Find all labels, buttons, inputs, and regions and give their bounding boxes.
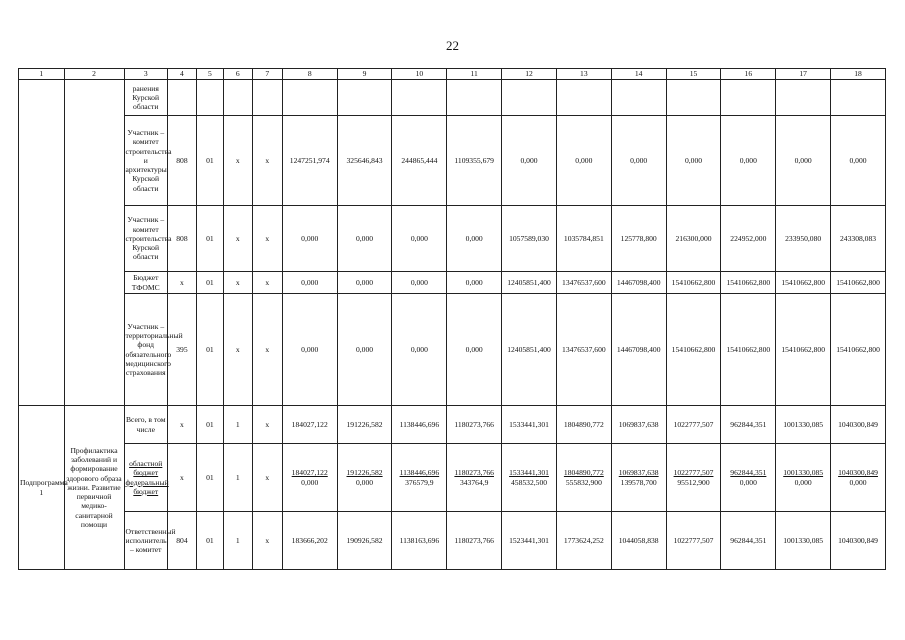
value-cell: 224952,000	[721, 206, 776, 272]
cell: х	[252, 512, 282, 570]
value-cell: 13476537,600	[556, 294, 611, 406]
table-row	[19, 406, 886, 444]
table-row	[19, 80, 886, 116]
value-cell	[721, 80, 776, 116]
participant-cell: областной бюджет федеральный бюджет	[124, 444, 167, 512]
value-federal: 0,000	[794, 477, 812, 487]
value-cell: 14467098,400	[611, 294, 666, 406]
value-cell: 15410662,800	[721, 272, 776, 294]
table-row	[19, 444, 886, 512]
value-cell: 244865,444	[392, 116, 447, 206]
value-cell: 0,000	[666, 116, 721, 206]
cell: х	[167, 406, 196, 444]
cell-col1	[19, 80, 65, 406]
value-cell: 1040300,849	[831, 406, 886, 444]
value-cell	[831, 80, 886, 116]
participant-cell: Участник – комитет строительства Курской области	[124, 206, 167, 272]
value-regional: 1022777,507	[673, 468, 714, 478]
value-cell: 1057589,030	[502, 206, 557, 272]
value-cell: 1804890,772	[556, 406, 611, 444]
subprogram-title: Профилактика заболеваний и формирование здорового образа жизни. Развитие первичной медико-санитарной помощи	[64, 406, 124, 570]
value-cell: 190926,582	[337, 512, 392, 570]
value-cell: 1069837,638	[611, 406, 666, 444]
value-cell: 1035784,851	[556, 206, 611, 272]
cell: х	[252, 116, 282, 206]
value-cell: 962844,351	[721, 512, 776, 570]
value-federal: 0,000	[739, 477, 757, 487]
cell: х	[252, 406, 282, 444]
value-cell	[337, 80, 392, 116]
cell: 1	[223, 512, 252, 570]
cell: х	[223, 116, 252, 206]
value-cell: 15410662,800	[831, 272, 886, 294]
value-cell: 0,000	[337, 206, 392, 272]
cell: х	[223, 294, 252, 406]
value-cell: 1138446,696	[392, 406, 447, 444]
value-regional: 1001330,085	[783, 468, 824, 478]
value-cell: 1109355,679	[447, 116, 502, 206]
value-cell: 0,000	[502, 116, 557, 206]
value-cell: 14467098,400	[611, 272, 666, 294]
value-cell	[666, 80, 721, 116]
cell	[223, 80, 252, 116]
value-cell: 962844,351	[721, 406, 776, 444]
value-cell: 0,000	[447, 272, 502, 294]
value-cell	[666, 444, 721, 512]
col-header: 18	[831, 69, 886, 80]
value-cell: 15410662,800	[776, 272, 831, 294]
cell: 01	[196, 116, 223, 206]
cell	[252, 80, 282, 116]
col-header: 16	[721, 69, 776, 80]
value-cell: 1523441,301	[502, 512, 557, 570]
subprogram-label: Подпрограмма 1	[19, 406, 65, 570]
col-header: 13	[556, 69, 611, 80]
value-cell	[776, 444, 831, 512]
value-cell: 216300,000	[666, 206, 721, 272]
value-cell: 0,000	[611, 116, 666, 206]
participant-cell: Ответственный исполнитель – комитет	[124, 512, 167, 570]
value-cell	[392, 444, 447, 512]
value-cell: 15410662,800	[831, 294, 886, 406]
cell: 01	[196, 444, 223, 512]
value-federal: 343764,9	[459, 477, 489, 487]
cell: 395	[167, 294, 196, 406]
cell: 01	[196, 406, 223, 444]
value-cell	[447, 444, 502, 512]
value-regional: 1804890,772	[563, 468, 604, 478]
value-cell: 13476537,600	[556, 272, 611, 294]
value-regional: 1138446,696	[399, 468, 440, 478]
value-federal: 458532,500	[510, 477, 548, 487]
value-cell: 1022777,507	[666, 512, 721, 570]
header-row	[19, 69, 886, 80]
cell: 01	[196, 294, 223, 406]
col-header: 3	[124, 69, 167, 80]
value-cell: 1138163,696	[392, 512, 447, 570]
value-federal: 0,000	[849, 477, 867, 487]
value-cell: 243308,083	[831, 206, 886, 272]
value-cell	[556, 80, 611, 116]
value-cell	[611, 444, 666, 512]
value-regional: 1180273,766	[454, 468, 494, 478]
value-regional: 962844,351	[730, 468, 767, 478]
col-header: 8	[282, 69, 337, 80]
col-header: 14	[611, 69, 666, 80]
value-cell: 0,000	[831, 116, 886, 206]
cell-col2	[64, 80, 124, 406]
value-regional: 1533441,301	[509, 468, 549, 478]
value-cell: 0,000	[447, 206, 502, 272]
value-cell: 1001330,085	[776, 406, 831, 444]
value-cell: 0,000	[556, 116, 611, 206]
value-cell	[282, 80, 337, 116]
value-cell: 0,000	[392, 206, 447, 272]
cell	[167, 80, 196, 116]
value-federal: 139578,700	[620, 477, 657, 487]
participant-cell: ранения Курской области	[124, 80, 167, 116]
cell: х	[223, 206, 252, 272]
table-row	[19, 116, 886, 206]
value-cell: 0,000	[282, 272, 337, 294]
value-cell	[502, 444, 557, 512]
page-number: 22	[446, 38, 459, 53]
col-header: 17	[776, 69, 831, 80]
value-cell: 15410662,800	[721, 294, 776, 406]
col-header: 9	[337, 69, 392, 80]
cell: 01	[196, 206, 223, 272]
value-cell: 325646,843	[337, 116, 392, 206]
value-cell: 1001330,085	[776, 512, 831, 570]
cell: 01	[196, 272, 223, 294]
value-cell: 183666,202	[282, 512, 337, 570]
value-cell: 1180273,766	[447, 512, 502, 570]
table-row	[19, 206, 886, 272]
value-federal: 95512,900	[677, 477, 710, 487]
participant-cell: Бюджет ТФОМС	[124, 272, 167, 294]
value-federal: 0,000	[355, 477, 374, 487]
cell: 01	[196, 512, 223, 570]
value-cell	[337, 444, 392, 512]
value-cell	[282, 444, 337, 512]
value-regional: 184027,122	[291, 468, 328, 478]
value-cell: 125778,800	[611, 206, 666, 272]
col-header: 12	[502, 69, 557, 80]
col-header: 6	[223, 69, 252, 80]
value-cell: 12405851,400	[502, 272, 557, 294]
value-cell: 0,000	[721, 116, 776, 206]
value-cell	[502, 80, 557, 116]
value-cell: 15410662,800	[776, 294, 831, 406]
participant-cell: Всего, в том числе	[124, 406, 167, 444]
value-cell: 1247251,974	[282, 116, 337, 206]
value-cell: 1044058,838	[611, 512, 666, 570]
table-row	[19, 272, 886, 294]
value-cell	[721, 444, 776, 512]
participant-cell: Участник – территориальный фонд обязательного медицинского страхования	[124, 294, 167, 406]
value-cell: 1533441,301	[502, 406, 557, 444]
participant-cell: Участник – комитет строительства и архитектуры Курской области	[124, 116, 167, 206]
value-cell: 233950,080	[776, 206, 831, 272]
col-header: 5	[196, 69, 223, 80]
value-regional: 1069837,638	[618, 468, 659, 478]
value-cell: 0,000	[337, 294, 392, 406]
value-cell: 0,000	[392, 272, 447, 294]
table-row	[19, 512, 886, 570]
value-cell: 1040300,849	[831, 512, 886, 570]
cell: х	[252, 294, 282, 406]
cell: 1	[223, 406, 252, 444]
value-cell	[611, 80, 666, 116]
value-cell: 0,000	[282, 294, 337, 406]
cell: 1	[223, 444, 252, 512]
value-cell: 0,000	[776, 116, 831, 206]
cell: 808	[167, 116, 196, 206]
cell: х	[252, 444, 282, 512]
value-cell	[776, 80, 831, 116]
value-federal: 0,000	[301, 477, 319, 487]
cell: 808	[167, 206, 196, 272]
value-cell: 1773624,252	[556, 512, 611, 570]
value-cell	[556, 444, 611, 512]
value-cell: 0,000	[282, 206, 337, 272]
value-cell: 0,000	[392, 294, 447, 406]
col-header: 15	[666, 69, 721, 80]
col-header: 1	[19, 69, 65, 80]
value-federal: 555832,900	[565, 477, 602, 487]
cell: х	[223, 272, 252, 294]
value-cell: 12405851,400	[502, 294, 557, 406]
col-header: 7	[252, 69, 282, 80]
col-header: 2	[64, 69, 124, 80]
value-regional: 191226,582	[346, 468, 383, 478]
value-cell: 0,000	[447, 294, 502, 406]
cell: х	[167, 272, 196, 294]
table-row	[19, 294, 886, 406]
cell: х	[167, 444, 196, 512]
cell	[196, 80, 223, 116]
cell: х	[252, 272, 282, 294]
cell: х	[252, 206, 282, 272]
value-cell	[447, 80, 502, 116]
cell: 804	[167, 512, 196, 570]
value-regional: 1040300,849	[838, 468, 878, 478]
col-header: 4	[167, 69, 196, 80]
budget-table	[18, 68, 886, 570]
value-cell	[831, 444, 886, 512]
col-header: 10	[392, 69, 447, 80]
value-cell	[392, 80, 447, 116]
value-cell: 191226,582	[337, 406, 392, 444]
col-header: 11	[447, 69, 502, 80]
value-cell: 15410662,800	[666, 294, 721, 406]
value-cell: 184027,122	[282, 406, 337, 444]
value-cell: 1180273,766	[447, 406, 502, 444]
value-cell: 15410662,800	[666, 272, 721, 294]
value-cell: 0,000	[337, 272, 392, 294]
value-cell: 1022777,507	[666, 406, 721, 444]
value-federal: 376579,9	[405, 477, 434, 487]
